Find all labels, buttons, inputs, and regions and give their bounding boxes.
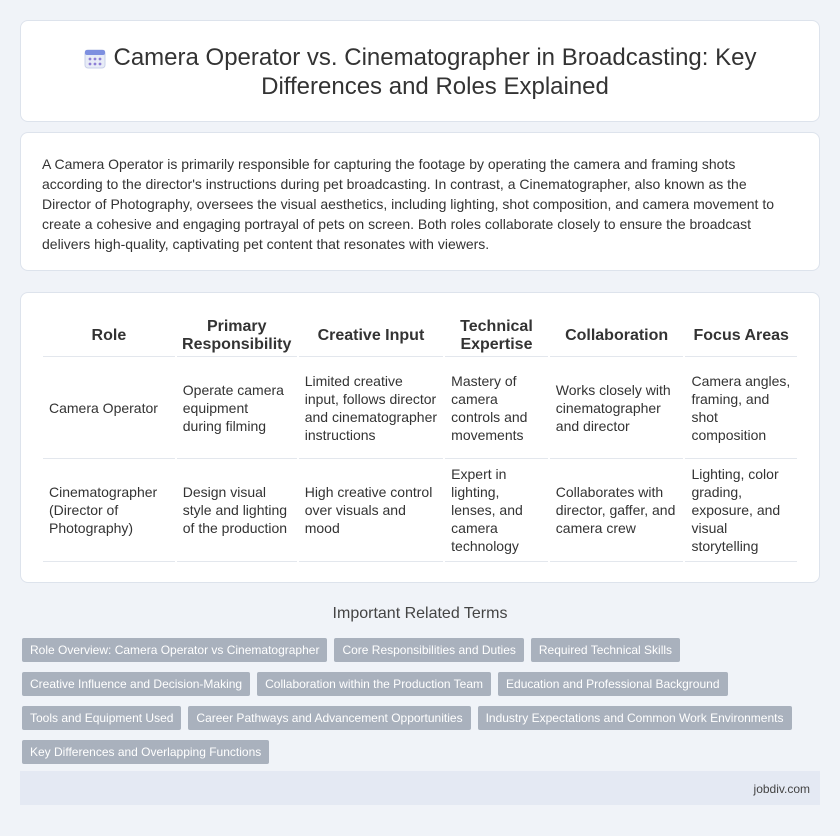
header-primary-responsibility: Primary Responsibility [177,315,297,357]
header-focus-areas: Focus Areas [685,315,797,357]
intro-card [20,132,820,271]
table-cell: Lighting, color grading, exposure, and visual storytelling [685,459,797,562]
related-term-tag[interactable]: Career Pathways and Advancement Opportunities [188,706,470,730]
page-title: Camera Operator vs. Cinematographer in Broadcasting: Key Differences and Roles Explained [113,44,757,100]
table-cell: Works closely with cinematographer and director [550,357,684,459]
title-card [20,20,820,122]
related-term-tag[interactable]: Industry Expectations and Common Work Environments [478,706,792,730]
related-term-tag[interactable]: Core Responsibilities and Duties [334,638,523,662]
related-term-tag[interactable]: Required Technical Skills [531,638,680,662]
table-cell: High creative control over visuals and mood [299,459,443,562]
table-row [43,459,797,562]
table-row [43,357,797,459]
intro-paragraph: A Camera Operator is primarily responsible for capturing the footage by operating the camera and framing shots according to the director's instructions during pet broadcasting. In contrast, a Cinematographer, also known as the Director of Photography, oversees the visual aesthetics, including lighting, shot composition, and camera movement to create a cohesive and engaging portrayal of pets on screen. Both roles collaborate closely to ensure the broadcast delivers high-quality, captivating pet content that resonates with viewers. [42,156,775,252]
footer-site-link[interactable]: jobdiv.com [753,782,810,796]
table-cell: Camera Operator [43,357,175,459]
table-cell: Mastery of camera controls and movements [445,357,548,459]
related-term-tag[interactable]: Key Differences and Overlapping Functions [22,740,269,764]
footer [20,771,820,805]
comparison-table [41,315,799,562]
related-term-tag[interactable]: Education and Professional Background [498,672,727,696]
related-term-tag[interactable]: Tools and Equipment Used [22,706,181,730]
related-terms-list [22,636,802,772]
table-cell: Expert in lighting, lenses, and camera technology [445,459,548,562]
related-term-tag[interactable]: Role Overview: Camera Operator vs Cinematographer [22,638,327,662]
table-cell: Design visual style and lighting of the production [177,459,297,562]
header-technical-expertise: Technical Expertise [445,315,548,357]
header-collaboration: Collaboration [550,315,684,357]
table-cell: Limited creative input, follows director and cinematographer instructions [299,357,443,459]
related-term-tag[interactable]: Creative Influence and Decision-Making [22,672,250,696]
related-term-tag[interactable]: Collaboration within the Production Team [257,672,491,696]
related-terms-heading: Important Related Terms [332,605,508,622]
table-cell: Camera angles, framing, and shot composition [685,357,797,459]
header-role: Role [43,315,175,357]
header-creative-input: Creative Input [299,315,443,357]
table-cell: Cinematographer (Director of Photography) [43,459,175,562]
table-cell: Operate camera equipment during filming [177,357,297,459]
comparison-table-card [20,292,820,583]
table-cell: Collaborates with director, gaffer, and camera crew [550,459,684,562]
